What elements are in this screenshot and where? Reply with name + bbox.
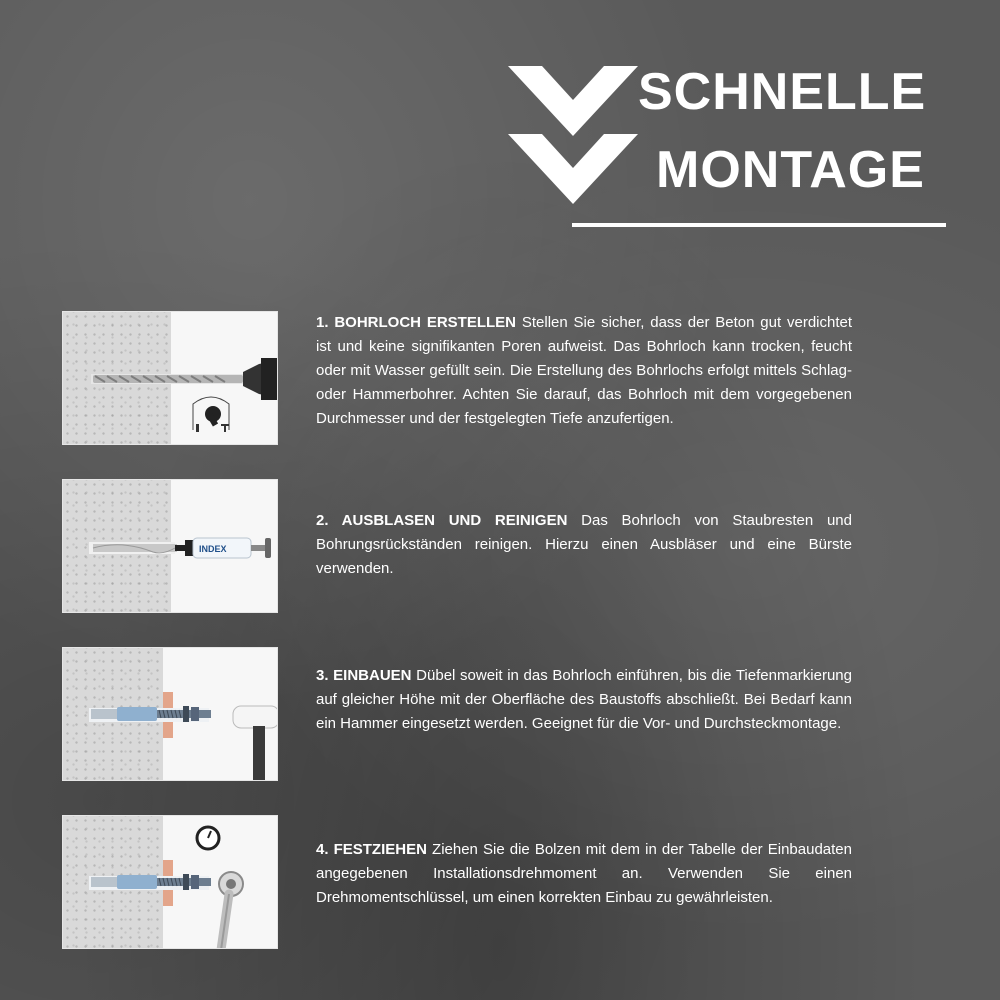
page-title-line-2: MONTAGE: [656, 141, 925, 199]
page-title-line-1: SCHNELLE: [638, 63, 927, 121]
step-2-heading: 2. AUSBLASEN UND REINIGEN: [316, 512, 568, 529]
torque-wrench-icon: [63, 816, 278, 949]
step-2-illustration: [62, 479, 278, 613]
step-3-illustration: [62, 647, 278, 781]
pump-brand-label: INDEX: [199, 544, 227, 554]
page-header: [508, 58, 948, 233]
title-underline: [572, 223, 946, 227]
step-4-heading: 4. FESTZIEHEN: [316, 841, 427, 858]
step-3-heading: 3. EINBAUEN: [316, 667, 412, 684]
step-1-illustration: [62, 311, 278, 445]
drill-icon: [63, 312, 278, 445]
blow-pump-icon: [63, 480, 278, 613]
step-3-text: [316, 664, 852, 736]
step-1-body: Stellen Sie sicher, dass der Beton gut verdichtet ist und keine signifikanten Poren aufweist. Das Bohrloch kann trocken, feucht oder mit Wasser gefüllt sein. Die Erstellung des Bohrlochs erfolgt mittels Schlag- oder Hammerbohrer. Achten Sie darauf, das Bohrloch mit dem vorgegebenen Durchmesser und der festgelegten Tiefe anzufertigen.: [316, 314, 853, 427]
double-chevron-down-icon: [508, 58, 638, 228]
step-2-text: [316, 509, 852, 581]
hammer-icon: [63, 648, 278, 781]
step-4-body: Ziehen Sie die Bolzen mit dem in der Tabelle der Einbaudaten angegebenen Installationsdrehmoment an. Verwenden Sie einen Drehmomentschlüssel, um einen korrekten Einbau zu gewährleisten.: [316, 841, 852, 906]
step-4-text: [316, 838, 852, 910]
step-1-heading: 1. BOHRLOCH ERSTELLEN: [316, 314, 517, 331]
step-2-body: Das Bohrloch von Staubresten und Bohrungsrückständen reinigen. Hierzu einen Ausbläser und eine Bürste verwenden.: [316, 512, 852, 577]
step-3-body: Dübel soweit in das Bohrloch einführen, bis die Tiefenmarkierung auf gleicher Höhe mit der Oberfläche des Baustoffs abschließt. Bei Bedarf kann ein Hammer eingesetzt werden. Geeignet für die Vor- und Durchsteckmontage.: [316, 667, 852, 732]
step-1-text: [316, 311, 852, 431]
step-4-illustration: [62, 815, 278, 949]
